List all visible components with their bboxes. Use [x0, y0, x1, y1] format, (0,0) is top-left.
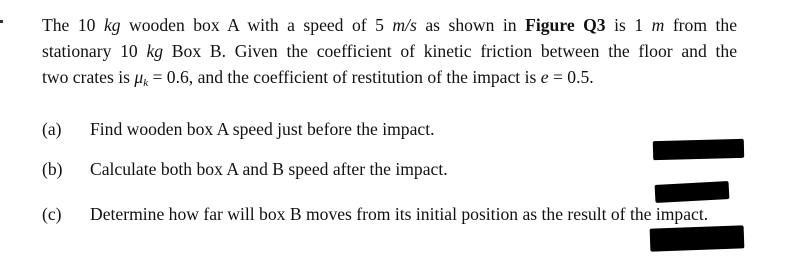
text-run: stationary 10 — [42, 41, 147, 61]
statement-line-2 — [42, 38, 737, 64]
problem-statement — [42, 12, 737, 96]
symbol-mu: μ — [134, 67, 144, 87]
redaction-mark-b — [655, 181, 730, 203]
question-text: Find wooden box A speed just before the impact. — [90, 119, 435, 139]
unit-ms: m/s — [392, 15, 417, 35]
redaction-mark-c — [650, 225, 745, 251]
statement-line-1 — [42, 12, 737, 38]
text-run: is 1 — [605, 15, 652, 35]
unit-m: m — [651, 15, 665, 35]
text-run: from the — [664, 15, 737, 35]
subscript-k: k — [143, 77, 149, 89]
text-run: = 0.5. — [548, 67, 594, 87]
unit-kg: kg — [146, 41, 164, 61]
question-label: (a) — [42, 119, 62, 139]
text-run: The 10 — [42, 15, 104, 35]
question-label: (c) — [42, 204, 62, 224]
question-text: Calculate both box A and B speed after the impact. — [90, 159, 448, 179]
figure-reference: Figure Q3 — [525, 15, 606, 35]
question-text: Determine how far will box B moves from its initial position as the result of the impact. — [90, 204, 709, 224]
edge-mark — [0, 20, 3, 23]
text-run: two crates is — [42, 67, 135, 87]
symbol-e: e — [540, 67, 549, 87]
text-run: wooden box A with a speed of 5 — [120, 15, 393, 35]
text-run: Box B. Given the coefficient of kinetic friction between the floor and the — [163, 41, 737, 61]
redaction-mark-a — [653, 139, 744, 160]
text-run: = 0.6, and the coefficient of restitution of the impact is — [148, 67, 541, 87]
text-run: as shown in — [416, 15, 526, 35]
question-label: (b) — [42, 159, 63, 179]
statement-line-3 — [42, 64, 737, 96]
unit-kg: kg — [103, 15, 121, 35]
